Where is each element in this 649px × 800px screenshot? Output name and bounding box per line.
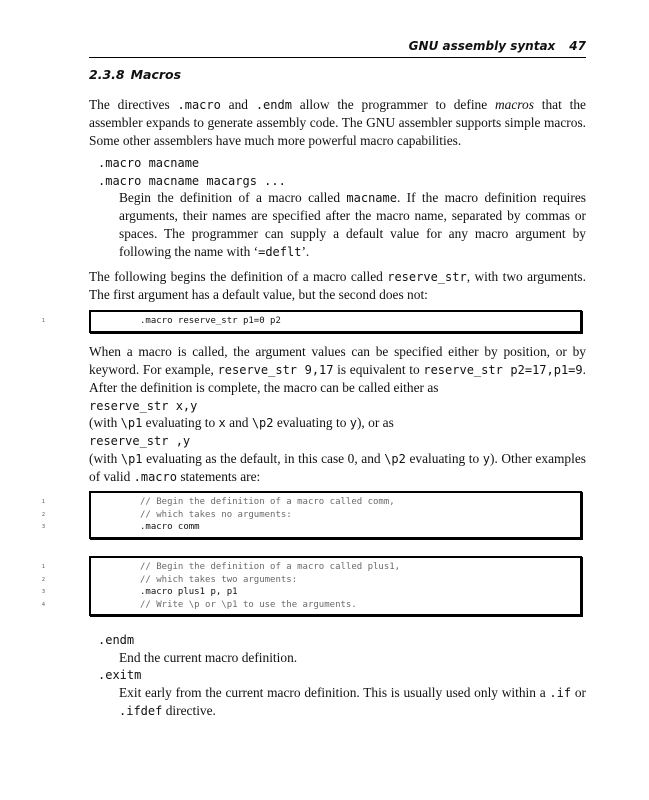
text-run: ), or as: [356, 415, 394, 430]
code-block-reserve-str: [41, 310, 582, 333]
line-number: 1: [41, 564, 45, 570]
text-run: is equivalent to: [333, 362, 424, 377]
code-run: reserve_str p2=17,p1=9: [423, 363, 583, 377]
text-run: (with: [89, 415, 121, 430]
exitm-term: .exitm: [98, 668, 142, 682]
code-run: .if: [549, 686, 572, 700]
code-run: .macro: [133, 470, 177, 484]
call-example-1-note: [89, 414, 586, 432]
code-text: .macro reserve_str p1=0 p2: [140, 316, 281, 326]
reserve-paragraph: [89, 268, 586, 304]
macro-term-1: .macro macname: [98, 156, 200, 170]
code-run: reserve_str: [387, 270, 467, 284]
call-example-2-note: [89, 450, 586, 486]
header-rule: [89, 57, 586, 58]
text-run: and: [220, 97, 256, 112]
code-run: y: [482, 452, 490, 466]
code-run: .ifdef: [119, 704, 163, 718]
code-line: [41, 561, 580, 574]
line-number: 2: [41, 576, 45, 583]
text-run: Begin the definition of a macro called: [119, 190, 347, 205]
code-run: \p2: [384, 452, 406, 466]
section-title: Macros: [130, 67, 182, 82]
code-text: .macro comm: [140, 522, 200, 532]
line-number: 2: [41, 511, 45, 518]
code-run: reserve_str 9,17: [217, 363, 334, 377]
code-run: \p1: [120, 452, 143, 466]
code-run: .macro: [177, 98, 221, 112]
code-run: \p2: [251, 416, 274, 430]
text-run: (with: [89, 451, 121, 466]
code-text: .macro plus1 p, p1: [140, 587, 238, 597]
code-run: \p1: [120, 416, 143, 430]
code-line: [41, 521, 580, 534]
code-text: // Begin the definition of a macro called comm,: [140, 497, 395, 507]
emphasis-run: macros: [495, 97, 534, 112]
text-run: ’.: [301, 244, 310, 259]
text-run: ). Other examples of valid: [89, 451, 586, 484]
line-number: 4: [41, 601, 45, 608]
code-block-plus1: [41, 556, 582, 616]
macro-definition-desc: [119, 189, 586, 261]
macro-term-2: .macro macname macargs ...: [98, 174, 286, 188]
call-paragraph: [89, 343, 586, 397]
code-line: [41, 496, 580, 509]
code-text: // Write \p or \p1 to use the arguments.: [140, 599, 357, 610]
text-run: evaluating to: [405, 451, 483, 466]
text-run: evaluating to: [273, 415, 350, 430]
text-run: The following begins the definition of a macro called: [89, 269, 388, 284]
line-number: 1: [41, 318, 45, 324]
code-text: // Begin the definition of a macro called plus1,: [140, 562, 401, 572]
code-block-comm: [41, 491, 582, 539]
text-run: evaluating to: [142, 415, 219, 430]
text-run: that the assembler expands to generate assembly code. The GNU assembler supports simple macros. Some other assemblers have much more powerful macro capabilities.: [89, 97, 587, 148]
code-line: [41, 574, 580, 587]
line-number: 3: [41, 589, 45, 595]
code-run: x: [218, 416, 226, 430]
code-run: .endm: [255, 98, 292, 112]
page-number: 47: [569, 39, 586, 53]
endm-term: .endm: [98, 633, 135, 647]
text-run: or: [571, 685, 586, 700]
code-text: // which takes two arguments:: [140, 574, 298, 585]
code-line: [41, 586, 580, 599]
text-run: . If the macro definition requires arguments, their names are specified after the macro name, separated by commas or spaces. The programmer can supply a default value for any macro argument by following the name with ‘: [119, 190, 586, 259]
running-header: [89, 39, 586, 53]
code-run: =deflt: [258, 245, 302, 259]
text-run: directive.: [162, 703, 216, 718]
code-line: [41, 509, 580, 522]
text-run: allow the programmer to define: [291, 97, 495, 112]
text-run: and: [225, 415, 252, 430]
text-run: The directives: [89, 97, 178, 112]
call-example-2: reserve_str ,y: [89, 434, 191, 448]
text-run: When a macro is called, the argument values can be specified either by position, or by keyword. For example,: [89, 344, 586, 377]
section-heading: [89, 67, 181, 82]
text-run: Exit early from the current macro definition. This is usually used only within a: [119, 685, 550, 700]
line-number: 3: [41, 524, 45, 530]
text-run: , with two arguments. The first argument has a default value, but the second does not:: [89, 269, 586, 302]
header-title: GNU assembly syntax: [408, 39, 556, 53]
intro-paragraph: [89, 96, 586, 150]
endm-desc: End the current macro definition.: [119, 650, 298, 665]
call-example-1: reserve_str x,y: [89, 399, 198, 413]
text-run: . After the definition is complete, the macro can be called either as: [89, 362, 586, 395]
text-run: statements are:: [176, 469, 261, 484]
line-number: 1: [41, 499, 45, 505]
code-line: [41, 315, 580, 328]
section-number: 2.3.8: [89, 67, 125, 82]
text-run: evaluating as the default, in this case 0, and: [142, 451, 385, 466]
code-run: macname: [346, 191, 397, 205]
code-text: // which takes no arguments:: [140, 509, 292, 520]
code-run: y: [349, 416, 357, 430]
exitm-desc: [119, 684, 586, 720]
code-line: [41, 599, 580, 612]
